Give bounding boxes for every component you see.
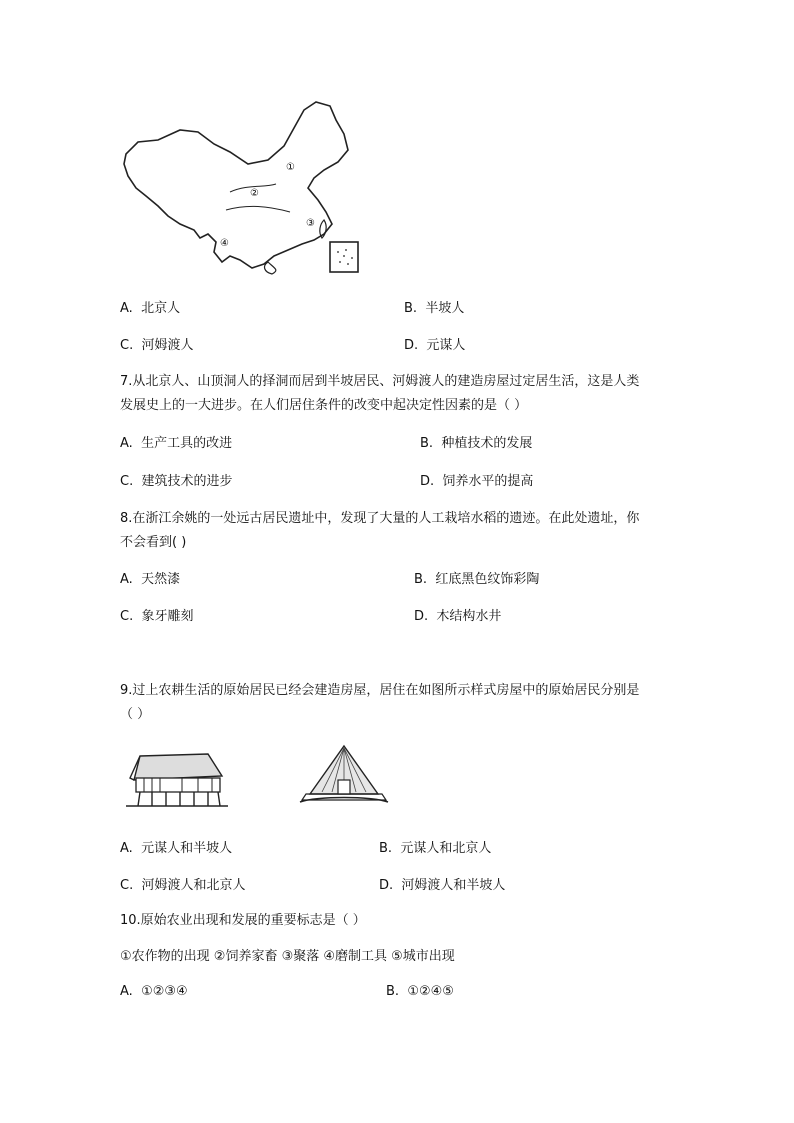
q6-option-a[interactable]: A. 北京人 <box>120 301 181 316</box>
q8-stem-line-2: 不会看到( ) <box>120 535 187 550</box>
map-marker-3: ③ <box>306 218 315 229</box>
china-map-figure <box>118 92 368 282</box>
q10-option-a[interactable]: A. ①②③④ <box>120 984 188 999</box>
q7-option-a[interactable]: A. 生产工具的改进 <box>120 436 233 451</box>
q7-stem-line-2: 发展史上的一大进步。在人们居住条件的改变中起决定性因素的是（ ） <box>120 398 528 413</box>
q9-option-a[interactable]: A. 元谋人和半坡人 <box>120 841 233 856</box>
map-marker-1: ① <box>286 162 295 173</box>
q8-option-b[interactable]: B. 红底黑色纹饰彩陶 <box>414 572 540 587</box>
q9-option-d[interactable]: D. 河姆渡人和半坡人 <box>379 878 506 893</box>
q7-stem-line-1: 7.从北京人、山顶洞人的择洞而居到半坡居民、河姆渡人的建造房屋过定居生活，这是人类 <box>120 374 640 389</box>
q6-option-c[interactable]: C. 河姆渡人 <box>120 338 194 353</box>
q8-option-a[interactable]: A. 天然漆 <box>120 572 181 587</box>
q6-option-d[interactable]: D. 元谋人 <box>404 338 466 353</box>
semi-underground-hut-icon <box>296 742 392 812</box>
q9-stem-line-2: （ ） <box>120 707 151 722</box>
map-marker-4: ④ <box>220 238 229 249</box>
stilt-house-icon <box>122 748 232 812</box>
q7-option-d[interactable]: D. 饲养水平的提高 <box>420 474 534 489</box>
q9-option-c[interactable]: C. 河姆渡人和北京人 <box>120 878 246 893</box>
q10-option-b[interactable]: B. ①②④⑤ <box>386 984 454 999</box>
q7-option-c[interactable]: C. 建筑技术的进步 <box>120 474 233 489</box>
q8-stem-line-1: 8.在浙江余姚的一处远古居民遗址中，发现了大量的人工栽培水稻的遗迹。在此处遗址，你 <box>120 511 640 526</box>
map-marker-2: ② <box>250 188 259 199</box>
q10-stem: 10.原始农业出现和发展的重要标志是（ ） <box>120 913 366 928</box>
q7-option-b[interactable]: B. 种植技术的发展 <box>420 436 533 451</box>
q6-option-b[interactable]: B. 半坡人 <box>404 301 465 316</box>
q8-option-c[interactable]: C. 象牙雕刻 <box>120 609 194 624</box>
q9-option-b[interactable]: B. 元谋人和北京人 <box>379 841 492 856</box>
q8-option-d[interactable]: D. 木结构水井 <box>414 609 502 624</box>
q10-items: ①农作物的出现 ②饲养家畜 ③聚落 ④磨制工具 ⑤城市出现 <box>120 949 455 964</box>
q9-stem-line-1: 9.过上农耕生活的原始居民已经会建造房屋，居住在如图所示样式房屋中的原始居民分别是 <box>120 683 640 698</box>
